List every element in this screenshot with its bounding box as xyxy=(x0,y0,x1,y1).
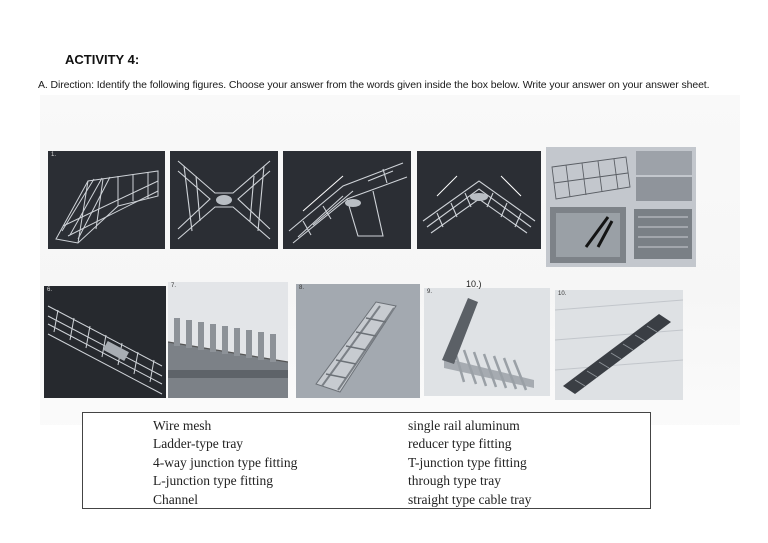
figure-4-l-junction xyxy=(417,151,541,249)
wire-reducer-image xyxy=(48,151,165,249)
answer-choices-box xyxy=(82,412,651,509)
figure-10-caption: 10.) xyxy=(466,279,482,289)
four-way-cross-image xyxy=(170,151,278,249)
figure-number: 1. xyxy=(51,152,57,158)
t-junction-image xyxy=(283,151,411,249)
choice-4-way-junction: 4-way junction type fitting xyxy=(153,454,298,470)
choice-through-type-tray: through type tray xyxy=(408,473,501,489)
figure-10-through-type-tray xyxy=(555,290,683,400)
assorted-trays-image xyxy=(546,147,696,267)
activity-title: ACTIVITY 4: xyxy=(65,52,140,67)
figure-5-trays-and-pliers xyxy=(546,147,696,267)
figure-9-single-rail-aluminum xyxy=(424,288,550,396)
figure-number: 8. xyxy=(299,285,305,291)
figure-number: 10. xyxy=(558,291,567,297)
choice-single-rail-aluminum: single rail aluminum xyxy=(408,418,520,433)
choice-straight-type-cable-tray: straight type cable tray xyxy=(408,491,532,507)
figure-2-four-way-junction xyxy=(170,151,278,249)
choice-ladder-type-tray: Ladder-type tray xyxy=(153,436,244,452)
single-rail-image xyxy=(424,288,550,396)
figure-3-t-junction xyxy=(283,151,411,249)
direction-text: A. Direction: Identify the following figures. Choose your answer from the words given inside the box below. Write your answer on your answer sheet. xyxy=(38,79,710,91)
answer-column-left xyxy=(153,417,297,509)
figure-number: 6. xyxy=(47,287,53,293)
figure-number: 7. xyxy=(171,283,177,289)
figure-1-reducer-tray xyxy=(48,151,165,249)
choice-channel: Channel xyxy=(153,491,198,507)
wire-mesh-image xyxy=(44,286,166,398)
figure-8-ladder-tray xyxy=(296,284,420,398)
figure-number: 9. xyxy=(427,289,433,295)
choice-t-junction: T-junction type fitting xyxy=(408,454,527,470)
choice-l-junction: L-junction type fitting xyxy=(153,473,273,489)
answer-column-right xyxy=(408,417,531,509)
l-junction-image xyxy=(417,151,541,249)
channel-image xyxy=(168,282,288,398)
choice-reducer-type-fitting: reducer type fitting xyxy=(408,436,512,452)
figure-7-channel-tray xyxy=(168,282,288,398)
ladder-tray-image xyxy=(296,284,420,398)
choice-wire-mesh: Wire mesh xyxy=(153,418,212,433)
through-tray-image xyxy=(555,290,683,400)
figure-6-wire-mesh-tray xyxy=(44,286,166,398)
